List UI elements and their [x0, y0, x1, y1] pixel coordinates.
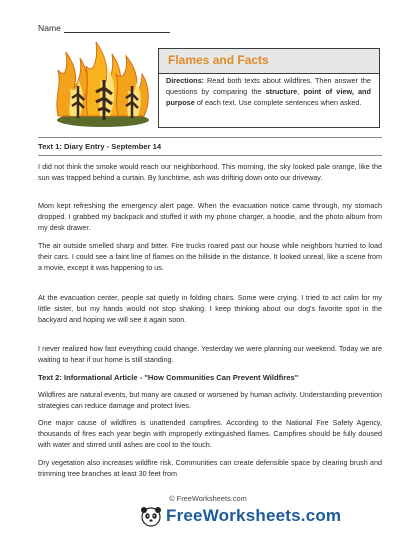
directions-lead: Directions:: [166, 76, 205, 85]
text1-paragraph-4: At the evacuation center, people sat quietly in folding chairs. Some were crying. I tried to act calm for my little sister, but my hands would not stop shaking. I keep thinking about our dog's favorite spot in the backyard and hoping we will see it again soon.: [38, 293, 382, 324]
directions-keyword-pov-purpose: point of view, and purpose: [166, 86, 371, 107]
section-divider-2: [38, 155, 382, 156]
text1-heading: Text 1: Diary Entry - September 14: [38, 142, 162, 151]
wildfire-illustration: [48, 36, 160, 130]
footer-brand-text: FreeWorksheets.com: [166, 506, 342, 525]
name-label: Name: [38, 23, 61, 33]
text1-paragraph-2: Mom kept refreshing the emergency alert page. When the evacuation notice came through, my stomach dropped. I grabbed my backpack and stuffed it with my phone charger, a hoodie, and the photo album from my desk drawer.: [38, 201, 382, 232]
section-divider-1: [38, 137, 382, 138]
text2-paragraph-1: Wildfires are natural events, but many are caused or worsened by human activity. Understanding prevention strategies can reduce damage and protect lives.: [38, 390, 382, 410]
directions-text-2: ,: [297, 86, 300, 96]
title-box: [158, 48, 380, 128]
text1-paragraph-3: The air outside smelled sharp and bitter. Fire trucks roared past our house while neighbors hurried to load their cars. I could see a faint line of flames on the hillside in the distance. It looked unreal, like a scene from a movie, except it was happening to us.: [38, 241, 382, 272]
text2-paragraph-3: Dry vegetation also increases wildfire risk. Communities can create defensible space by clearing brush and trimming tree branches at least 30 feet from: [38, 458, 382, 478]
worksheet-title: Flames and Facts: [168, 53, 269, 67]
directions-text-3: of each text. Use complete sentences when asked.: [196, 97, 362, 107]
directions-keyword-structure: structure: [265, 86, 298, 96]
directions-text-1: Read both texts about wildfires. Then answer the questions by comparing the: [166, 76, 371, 96]
name-field[interactable]: [64, 23, 170, 33]
text2-heading: Text 2: Informational Article - "How Communities Can Prevent Wildfires": [38, 373, 299, 382]
directions: [166, 76, 371, 108]
text2-paragraph-2: One major cause of wildfires is unattended campfires. According to the National Fire Safety Agency, thousands of fires each year begin with improperly extinguished flames. Campfires should be fully doused with water and stirred until ashes are cool to the touch.: [38, 418, 382, 449]
footer-url[interactable]: © FreeWorksheets.com: [169, 494, 247, 503]
name-row: [38, 23, 170, 33]
footer-brand: [140, 505, 341, 527]
panda-logo-icon: [140, 505, 162, 527]
text1-paragraph-1: I did not think the smoke would reach our neighborhood. This morning, the sky looked pale orange, like the sun was trapped behind a curtain. By lunchtime, ash was drifting down onto our driveway.: [38, 162, 382, 182]
title-bar: [159, 49, 379, 74]
text1-paragraph-5: I never realized how fast everything could change. Yesterday we were planning our weekend. Today we are waiting to hear if our home is still standing.: [38, 344, 382, 364]
